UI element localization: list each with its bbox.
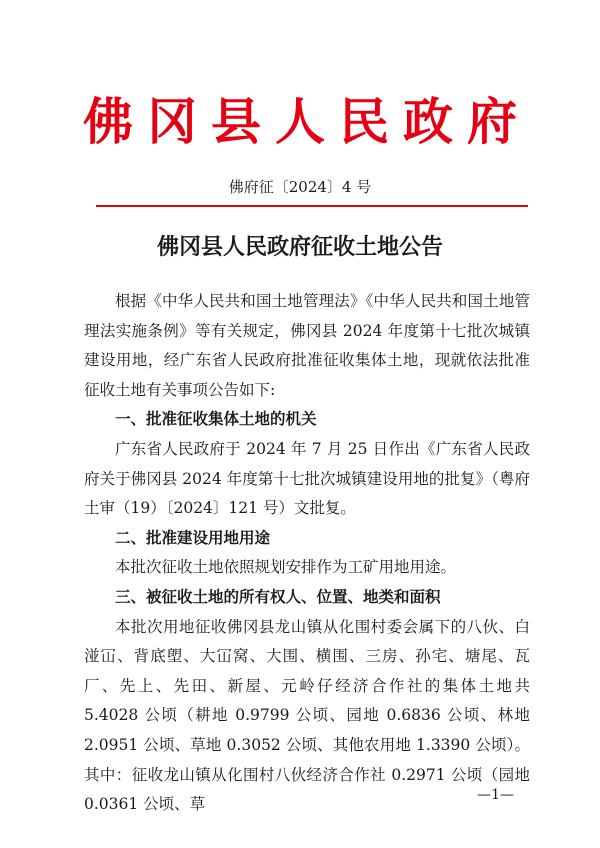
section-heading-approval-authority: 一、批准征收集体土地的机关 bbox=[115, 410, 317, 429]
document-number: 佛府征〔2024〕4 号 bbox=[228, 178, 372, 196]
page-number: —1— bbox=[477, 787, 514, 803]
section-text-approval-authority: 广东省人民政府于 2024 年 7 月 25 日作出《广东省人民政府关于佛冈县 2024 年度第十七批次城镇建设用地的批复》（粤府土审（19）〔2024〕121 号）文批复。 bbox=[84, 439, 530, 518]
section-text-land-use: 本批次征收土地依照规划安排作为工矿用地用途。 bbox=[115, 558, 457, 577]
notice-title: 佛冈县人民政府征收土地公告 bbox=[156, 234, 443, 260]
section-heading-land-use: 二、批准建设用地用途 bbox=[115, 528, 271, 547]
section-text-land-details: 本批次用地征收佛冈县龙山镇从化围村委会属下的八伙、白湴冚、背底塱、大冚窝、大围、横围、三房、孙宅、塘尾、瓦厂、先上、先田、新屋、元岭仔经济合作社的集体土地共 5.4028 公顷（耕地 0.9799 公顷、园地 0.6836 公顷、林地 2.0951 公顷、草地 0.3052 公顷、其他农用地 1.3390 公顷）。其中：征收龙山镇从化围村八伙经济合作社 0.2971 公顷（园地 0.0361 公顷、草 bbox=[84, 617, 530, 814]
intro-paragraph: 根据《中华人民共和国土地管理法》《中华人民共和国土地管理法实施条例》等有关规定，佛冈县 2024 年度第十七批次城镇建设用地，经广东省人民政府批准征收集体土地，现就依法批准征收土地有关事项公告如下: bbox=[84, 292, 530, 399]
government-title: 佛冈县人民政府 bbox=[83, 92, 531, 151]
red-separator-line bbox=[96, 205, 528, 207]
notice-body bbox=[84, 287, 530, 820]
section-heading-land-details: 三、被征收土地的所有权人、位置、地类和面积 bbox=[115, 587, 441, 606]
